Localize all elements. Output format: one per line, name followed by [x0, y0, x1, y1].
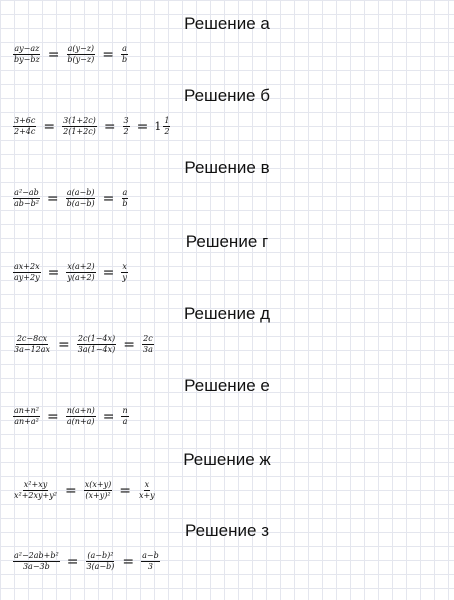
numerator: (a−b)²: [87, 551, 114, 560]
section-title-g: Решение г: [185, 232, 269, 251]
equation-g: [12, 262, 129, 283]
numerator: a²−2ab+b²: [14, 551, 59, 560]
section-title-z: Решение з: [185, 521, 269, 540]
numerator: 1: [164, 116, 170, 125]
equation-zh: [12, 480, 157, 501]
equation-d: [12, 334, 155, 355]
numerator: n(a+n): [66, 406, 95, 415]
denominator: 3(a−b): [86, 562, 115, 571]
fraction-result: [141, 551, 160, 572]
fraction-result: [123, 116, 130, 137]
denominator: (x+y)²: [85, 491, 111, 500]
equals-sign: =: [66, 553, 79, 570]
denominator: 3a−12ax: [14, 345, 51, 354]
fraction-factored: [77, 334, 117, 355]
denominator: a(n+a): [66, 417, 95, 426]
numerator: 3: [123, 116, 129, 125]
denominator: 2: [123, 127, 129, 136]
denominator: ay+2y: [14, 273, 40, 282]
numerator: x(x+y): [84, 480, 112, 489]
fraction-factored: [66, 262, 95, 283]
fraction-result: [121, 262, 128, 283]
numerator: x: [144, 480, 150, 489]
numerator: x²+xy: [23, 480, 48, 489]
fraction-factored: [84, 480, 113, 501]
numerator: x(a+2): [67, 262, 95, 271]
section-title-a: Решение а: [184, 14, 270, 33]
equation-e: [12, 406, 130, 427]
equals-sign: =: [102, 408, 115, 425]
fraction-result: [121, 406, 128, 427]
fraction-original: [13, 262, 41, 283]
fraction-original: [13, 480, 58, 501]
denominator: b(y−z): [67, 55, 95, 64]
fraction-original: [13, 116, 36, 137]
mixed-number-fraction: [163, 116, 170, 137]
mixed-number-whole: 1: [154, 120, 162, 133]
denominator: by−bz: [14, 55, 40, 64]
numerator: a−b: [142, 551, 159, 560]
numerator: n: [122, 406, 128, 415]
denominator: b: [121, 55, 128, 64]
denominator: 2+4c: [14, 127, 36, 136]
equals-sign: =: [64, 482, 77, 499]
denominator: an+a²: [14, 417, 39, 426]
denominator: 3a−3b: [22, 562, 50, 571]
numerator: an+n²: [14, 406, 39, 415]
equals-sign: =: [119, 482, 131, 499]
numerator: 3(1+2c): [63, 116, 96, 125]
equals-sign: =: [123, 336, 135, 353]
numerator: 2c(1−4x): [77, 334, 116, 343]
fraction-original: [13, 44, 41, 65]
fraction-result: [121, 44, 128, 65]
denominator: y(a+2): [67, 273, 95, 282]
fraction-original: [13, 188, 40, 209]
numerator: ay−az: [14, 44, 40, 53]
equals-sign: =: [47, 46, 60, 63]
equation-v: [12, 188, 129, 209]
equals-sign: =: [46, 408, 59, 425]
denominator: b(a−b): [66, 199, 95, 208]
fraction-original: [13, 334, 51, 355]
numerator: a: [122, 188, 128, 197]
numerator: x: [122, 262, 127, 271]
fraction-result: [121, 188, 128, 209]
denominator: x²+2xy+y²: [14, 491, 57, 500]
equals-sign: =: [122, 553, 135, 570]
denominator: a: [122, 417, 128, 426]
denominator: y: [122, 273, 127, 282]
denominator: ab−b²: [14, 199, 39, 208]
section-title-e: Решение е: [184, 376, 270, 395]
denominator: 3a: [143, 345, 153, 354]
fraction-factored: [66, 44, 95, 65]
numerator: 3+6c: [14, 116, 36, 125]
numerator: 2c: [143, 334, 153, 343]
section-title-d: Решение д: [183, 304, 271, 323]
equals-sign: =: [136, 118, 149, 135]
equation-b: [12, 116, 171, 137]
numerator: 2c−8cx: [16, 334, 48, 343]
section-title-zh: Решение ж: [183, 450, 271, 469]
equals-sign: =: [43, 118, 56, 135]
equation-a: [12, 44, 129, 65]
fraction-factored: [85, 551, 115, 572]
numerator: a: [122, 44, 127, 53]
equals-sign: =: [46, 190, 59, 207]
numerator: a(a−b): [66, 188, 95, 197]
numerator: a(y−z): [67, 44, 95, 53]
fraction-factored: [66, 406, 96, 427]
fraction-original: [13, 406, 40, 427]
fraction-result: [138, 480, 156, 501]
equals-sign: =: [58, 336, 70, 353]
equals-sign: =: [47, 264, 60, 281]
fraction-factored: [62, 116, 97, 137]
denominator: b: [122, 199, 128, 208]
fraction-factored: [66, 188, 96, 209]
section-title-b: Решение б: [184, 86, 270, 105]
denominator: 3: [147, 562, 153, 571]
denominator: x+y: [138, 491, 155, 500]
fraction-result: [142, 334, 154, 355]
equals-sign: =: [102, 46, 114, 63]
equals-sign: =: [102, 190, 115, 207]
section-title-v: Решение в: [184, 158, 270, 177]
equation-z: [12, 551, 161, 572]
equals-sign: =: [103, 118, 116, 135]
numerator: a²−ab: [14, 188, 39, 197]
denominator: 3a(1−4x): [77, 345, 116, 354]
denominator: 2(1+2c): [63, 127, 96, 136]
numerator: ax+2x: [14, 262, 40, 271]
equals-sign: =: [102, 264, 115, 281]
denominator: 2: [164, 127, 170, 136]
fraction-original: [13, 551, 60, 572]
